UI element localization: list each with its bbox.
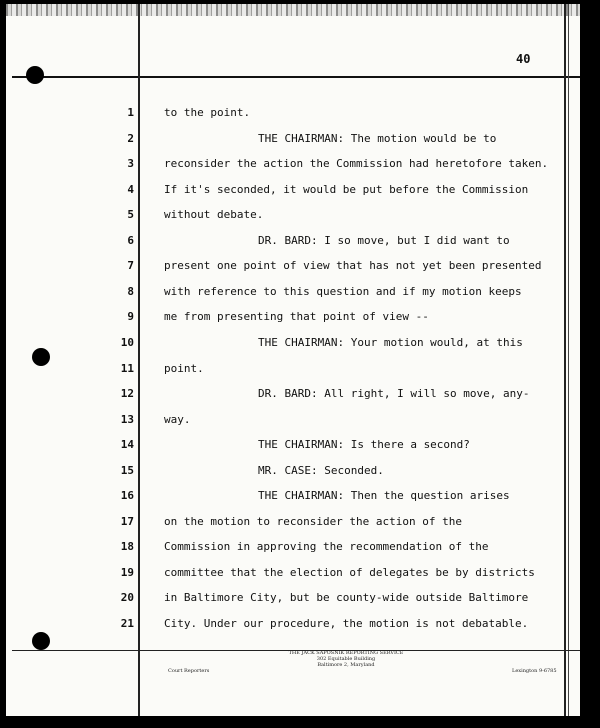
line-text: City. Under our procedure, the motion is not debatable. [164,617,529,630]
line-text: present one point of view that has not yet been presented [164,259,542,272]
line-text: point. [164,362,204,375]
line-text: reconsider the action the Commission had heretofore taken. [164,157,549,170]
line-number: 17 [120,515,134,528]
line-number: 10 [120,336,134,349]
right-margin-rule [564,4,566,716]
line-text: THE CHAIRMAN: Then the question arises [258,489,510,502]
line-number: 19 [120,566,134,579]
punch-hole-icon [32,632,50,650]
line-number: 4 [127,183,134,196]
footer-center [246,650,446,668]
footer-left: Court Reporters [168,668,210,674]
line-text: on the motion to reconsider the action of the [164,515,463,528]
line-number: 7 [127,259,134,272]
line-text: committee that the election of delegates be by districts [164,566,535,579]
line-text: DR. BARD: I so move, but I did want to [258,234,510,247]
line-text: to the point. [164,106,251,119]
line-text: with reference to this question and if my motion keeps [164,285,522,298]
line-number: 8 [127,285,134,298]
line-number: 11 [120,362,134,375]
right-margin-rule-inner [568,4,569,716]
left-margin-rule [138,4,140,716]
line-text: without debate. [164,208,264,221]
line-number: 9 [127,310,134,323]
punch-hole-icon [32,348,50,366]
footer-right: Lexington 9-6785 [512,668,557,674]
footer-address: 302 Equitable Building [316,656,376,662]
line-number: 15 [120,464,134,477]
line-number: 6 [127,234,134,247]
line-text: THE CHAIRMAN: The motion would be to [258,132,497,145]
line-number: 13 [120,413,134,426]
line-text: Commission in approving the recommendation of the [164,540,489,553]
punch-hole-icon [26,66,44,84]
line-number: 14 [120,438,134,451]
line-text: me from presenting that point of view -- [164,310,429,323]
line-text: THE CHAIRMAN: Is there a second? [258,438,470,451]
footer-city: Baltimore 2, Maryland [317,662,375,668]
line-number: 12 [120,387,134,400]
line-number: 16 [120,489,134,502]
page-number: 40 [516,52,531,66]
line-text: DR. BARD: All right, I will so move, any- [258,387,530,400]
line-text: MR. CASE: Seconded. [258,464,384,477]
line-number: 21 [120,617,134,630]
line-number: 3 [127,157,134,170]
line-number: 2 [127,132,134,145]
line-number: 5 [127,208,134,221]
line-text: If it's seconded, it would be put before the Commission [164,183,529,196]
line-number: 18 [120,540,134,553]
line-number: 20 [120,591,134,604]
line-text: in Baltimore City, but be county-wide outside Baltimore [164,591,529,604]
footer-company: THE JACK SAPOSNIK REPORTING SERVICE [288,650,404,656]
header-rule [12,76,580,78]
scan-noise [6,4,580,16]
transcript-page [6,4,580,716]
line-text: THE CHAIRMAN: Your motion would, at this [258,336,523,349]
line-number: 1 [127,106,134,119]
line-text: way. [164,413,191,426]
